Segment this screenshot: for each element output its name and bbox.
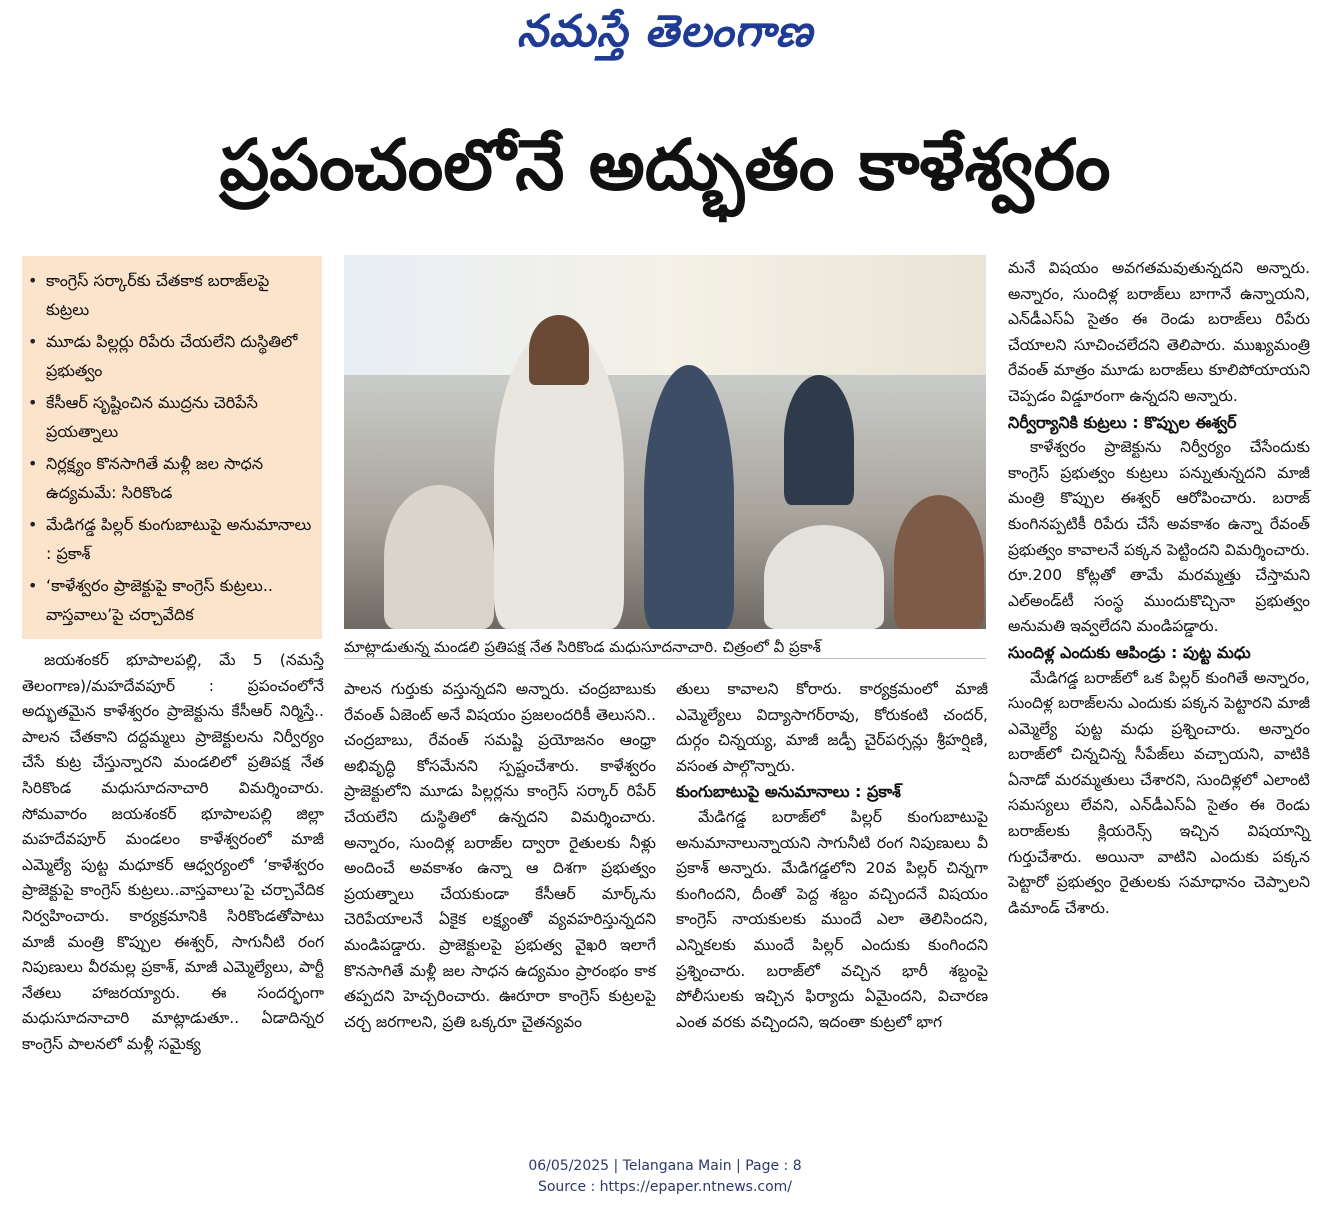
highlight-text: కేసీఆర్ సృష్టించిన ముద్రను చెరిపేసే ప్రయత్నాలు (46, 393, 258, 441)
photo-figure (784, 375, 854, 505)
highlight-item (28, 449, 314, 507)
article-column-3 (676, 677, 988, 1035)
article-column-4 (1008, 256, 1310, 921)
bullet-icon: • (28, 515, 38, 534)
bullet-icon: • (28, 393, 38, 412)
page-footer (0, 1156, 1330, 1198)
photo-figure (384, 485, 494, 629)
column-paragraph: జయశంకర్ భూపాలపల్లి, మే 5 (నమస్తే తెలంగాణ)/మహదేవపూర్ : ప్రపంచంలోనే అద్భుతమైన కాళేశ్వరం ప్రాజెక్టును కేసీఆర్ నిర్మిస్తే.. పాలన చేతకాని దద్దమ్మలు ప్రాజెక్టులను నిర్వీర్యం చేసే కుట్ర చేస్తున్నారని మండలిలో ప్రతిపక్ష నేత సిరికొండ మధుసూదనాచారి విమర్శించారు. సోమవారం జయశంకర్ భూపాలపల్లి జిల్లా మహదేవపూర్ మండలం కాళేశ్వరంలో మాజీ ఎమ్మెల్యే పుట్ట మధూకర్ ఆధ్వర్యంలో ‘కాళేశ్వరం ప్రాజెక్టుపై కాంగ్రెస్ కుట్రలు..వాస్తవాలు’పై చర్చావేదిక నిర్వహించారు. కార్యక్రమానికి సిరికొండతోపాటు మాజీ మంత్రి కొప్పుల ఈశ్వర్, సాగునీటి రంగ నిపుణులు వీరమల్ల ప్రకాశ్, మాజీ ఎమ్మెల్యేలు, పార్టీ నేతలు హాజరయ్యారు. ఈ సందర్భంగా మధుసూదనాచారి మాట్లాడుతూ.. ఏడాదిన్నర కాంగ్రెస్ పాలనలో మళ్లీ సమైక్య (22, 651, 324, 1053)
highlight-text: మేడిగడ్డ పిల్లర్ కుంగుబాటుపై అనుమానాలు : ప్రకాశ్ (46, 515, 312, 563)
article-column-1 (22, 648, 324, 1058)
footer-source-link[interactable]: Source : https://epaper.ntnews.com/ (537, 1179, 793, 1195)
section-subhead: నిర్వీర్యానికి కుట్రలు : కొప్పుల ఈశ్వర్ (1008, 412, 1237, 432)
column-paragraph: మనే విషయం అవగతమవుతున్నదని అన్నారు. అన్నారం, సుందిళ్ల బరాజ్‌లు బాగానే ఉన్నాయని, ఎన్‌డీఎస్‌ఏ సైతం ఈ రెండు బరాజ్‌లు రిపేరు చేయాలని సూచించలేదని తెలిపారు. ముఖ్యమంత్రి రేవంత్ మాత్రం మూడు బరాజ్‌లు కూలిపోయాయని చెప్పడం విడ్డూరంగా ఉన్నదని అన్నారు. (1008, 259, 1310, 405)
column-paragraph: తులు కావాలని కోరారు. కార్యక్రమంలో మాజీ ఎమ్మెల్యేలు విద్యాసాగర్‌రావు, కోరుకంటి చందర్, దుర్గం చిన్నయ్య, మాజీ జడ్పీ చైర్‌పర్సన్లు శ్రీహర్షిణి, వసంత పాల్గొన్నారు. (676, 680, 988, 775)
column-paragraph: పాలన గుర్తుకు వస్తున్నదని అన్నారు. చంద్రబాబుకు రేవంత్ ఏజెంట్ అనే విషయం ప్రజలందరికీ తెలుసని.. చంద్రబాబు, రేవంత్ సమష్టి ప్రయోజనం ఆంధ్రా అభివృద్ధి కోసమేనని స్పష్టంచేశారు. కాళేశ్వరం ప్రాజెక్టులోని మూడు పిల్లర్లను కాంగ్రెస్ సర్కార్ రిపేర్ చేయలేని దుస్థితిలో ఉన్నదని విమర్శించారు. అన్నారం, సుందిళ్ల బరాజ్‌ల ద్వారా రైతులకు నీళ్లు అందించే అవకాశం ఉన్నా ఆ దిశగా ప్రభుత్వం ప్రయత్నాలు చేయకుండా కేసీఆర్ మార్క్‌ను చెరిపేయాలనే ఏకైక లక్ష్యంతో వ్యవహరిస్తున్నదని మండిపడ్డారు. ప్రాజెక్టులపై ప్రభుత్వ వైఖరి ఇలాగే కొనసాగితే మళ్లీ జల సాధన ఉద్యమం ప్రారంభం కాక తప్పదని హెచ్చరించారు. ఊరూరా కాంగ్రెస్ కుట్రలపై చర్చ జరగాలని, ప్రతి ఒక్కరూ చైతన్యవం (344, 680, 656, 1031)
newspaper-masthead: నమస్తే తెలంగాణ (516, 6, 814, 57)
bullet-icon: • (28, 332, 38, 351)
bullet-icon: • (28, 576, 38, 595)
highlight-text: నిర్లక్ష్యం కొనసాగితే మళ్లీ జల సాధన ఉద్యమమే: సిరికొండ (46, 454, 264, 502)
photo-figure (529, 315, 589, 385)
bullet-icon: • (28, 454, 38, 473)
column-paragraph: మేడిగడ్డ బరాజ్‌లో పిల్లర్ కుంగుబాటుపై అనుమానాలున్నాయని సాగునీటి రంగ నిపుణులు వీ ప్రకాశ్ అన్నారు. మేడిగడ్డలోని 20వ పిల్లర్ చిన్నగా కుంగిందని, దీంతో పెద్ద శబ్దం వచ్చిందనే విషయం కాంగ్రెస్ నాయకులకు ముందే ఎలా తెలిసిందని, ఎన్నికలకు ముందే పిల్లర్ ఎందుకు కుంగిందని ప్రశ్నించారు. బరాజ్‌లో వచ్చిన భారీ శబ్దంపై పోలీసులకు ఇచ్చిన ఫిర్యాదు ఏమైందని, విచారణ ఎంత వరకు వచ్చిందని, ఇదంతా కుట్రలో భాగ (676, 807, 988, 1031)
photo-backdrop-banner (344, 255, 986, 375)
photo-caption: మాట్లాడుతున్న మండలి ప్రతిపక్ష నేత సిరికొండ మధుసూదనాచారి. చిత్రంలో వీ ప్రకాశ్ (344, 636, 986, 659)
section-subhead: సుందిళ్ల ఎందుకు ఆపిండ్రు : పుట్ట మధు (1008, 642, 1251, 662)
bullet-icon: • (28, 271, 38, 290)
highlight-item (28, 266, 314, 324)
article-column-2 (344, 677, 656, 1035)
photo-figure (764, 525, 884, 629)
highlight-text: కాంగ్రెస్ సర్కార్‌కు చేతకాక బరాజ్‌లపై కుట్రలు (46, 271, 270, 319)
column-paragraph: కాళేశ్వరం ప్రాజెక్టును నిర్వీర్యం చేసేందుకు కాంగ్రెస్ ప్రభుత్వం కుట్రలు పన్నుతున్నదని మాజీ మంత్రి కొప్పుల ఈశ్వర్ ఆరోపించారు. బరాజ్ కుంగినప్పటికీ రిపేరు చేసే అవకాశం ఉన్నా రేవంత్ ప్రభుత్వం కావాలనే పక్కన పెట్టిందని విమర్శించారు. రూ.200 కోట్లతో తామే మరమ్మత్తు చేస్తామని ఎల్‌అండ్‌టీ సంస్థ ముందుకొచ్చినా ప్రభుత్వం అనుమతి ఇవ్వలేదని మండిపడ్డారు. (1008, 438, 1310, 636)
article-headline: ప్రపంచంలోనే అద్భుతం కాళేశ్వరం (219, 124, 1111, 206)
highlight-text: ‘కాళేశ్వరం ప్రాజెక్టుపై కాంగ్రెస్ కుట్రలు.. వాస్తవాలు’పై చర్చావేదిక (46, 576, 273, 624)
highlights-box (22, 256, 322, 639)
section-subhead: కుంగుబాటుపై అనుమానాలు : ప్రకాశ్ (676, 782, 901, 802)
photo-figure (894, 495, 984, 629)
highlight-item (28, 571, 314, 629)
photo-figure (644, 365, 734, 629)
footer-date-page: 06/05/2025 | Telangana Main | Page : 8 (528, 1158, 802, 1174)
highlight-item (28, 327, 314, 385)
news-photo (344, 255, 986, 629)
column-paragraph: మేడిగడ్డ బరాజ్‌లో ఒక పిల్లర్ కుంగితే అన్నారం, సుందిళ్ల బరాజ్‌లను ఎందుకు పక్కన పెట్టారని మాజీ ఎమ్మెల్యే పుట్ట మధు ప్రశ్నించారు. అన్నారం బరాజ్‌లో చిన్నచిన్న సీపేజ్‌లు వచ్చాయని, వాటికి ఏనాడో మరమ్మతులు చేశారని, సుందిళ్లలో ఎలాంటి సమస్యలు లేవని, ఎన్‌డీఎస్‌ఏ సైతం ఈ రెండు బరాజ్‌లకు క్లియరెన్స్ ఇచ్చిన విషయాన్ని గుర్తుచేశారు. అయినా వాటిని ఎందుకు పక్కన పెట్టారో ప్రభుత్వం రైతులకు సమాధానం చెప్పాలని డిమాండ్ చేశారు. (1008, 668, 1310, 917)
highlight-item (28, 510, 314, 568)
highlight-text: మూడు పిల్లర్లు రిపేరు చేయలేని దుస్థితిలో ప్రభుత్వం (46, 332, 298, 380)
highlight-item (28, 388, 314, 446)
